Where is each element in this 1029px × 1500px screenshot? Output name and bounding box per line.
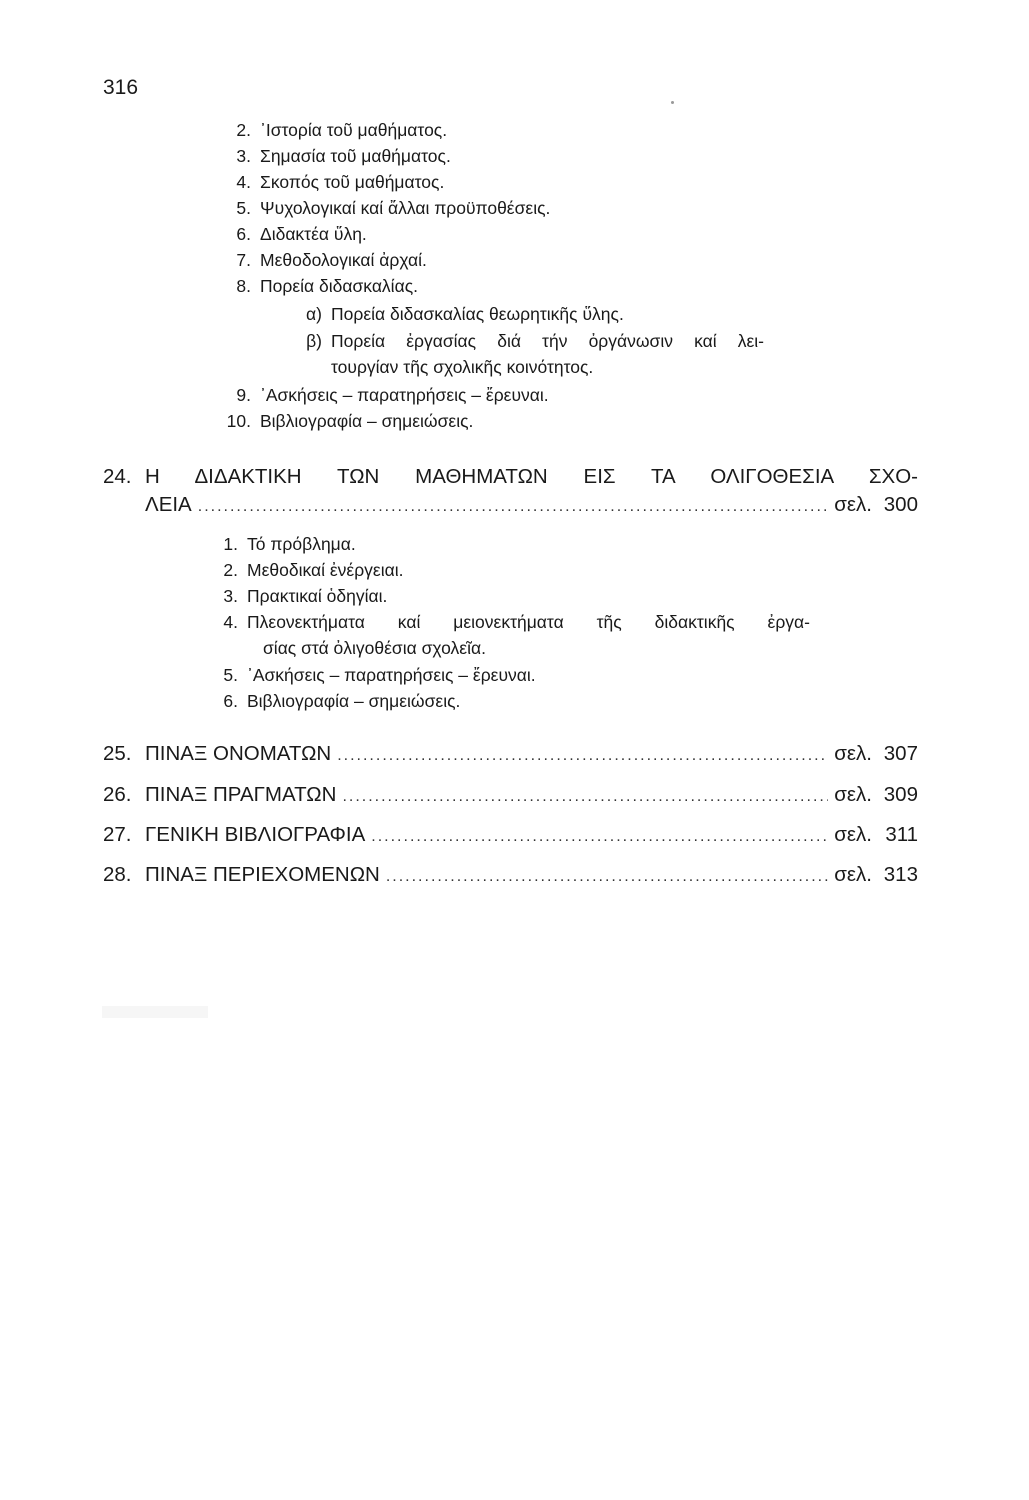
item-number: 9. — [236, 385, 251, 405]
item-number: 2. — [236, 120, 251, 140]
list-item — [236, 119, 448, 141]
toc-chapter-27 — [103, 822, 918, 850]
item-number: 5. — [236, 198, 251, 218]
toc-chapter-25 — [103, 741, 918, 769]
chapter-number: 25. — [103, 742, 132, 765]
toc-chapter-28 — [103, 862, 918, 890]
chapter-title: ΠΙΝΑΞ ΟΝΟΜΑΤΩΝ — [145, 742, 332, 765]
item-text: Βιβλιογραφία – σημειώσεις. — [247, 691, 461, 711]
list-item — [236, 384, 549, 406]
page-ref: 309 — [883, 783, 918, 806]
item-number: 8. — [236, 276, 251, 296]
chapter-number: 26. — [103, 783, 132, 806]
list-item — [223, 690, 461, 712]
list-item — [306, 328, 764, 380]
chapter-title-row — [145, 492, 918, 520]
list-item — [236, 249, 427, 271]
leader-dots — [371, 824, 828, 850]
leader-dots — [337, 743, 828, 769]
leader-dots — [386, 864, 828, 890]
list-item — [223, 559, 404, 581]
item-text-line-1: Πλεονεκτήματα καί μειονεκτήματα τῆς διδακτικῆς ἐργα- — [247, 612, 810, 632]
item-text: Σημασία τοῦ μαθήματος. — [260, 146, 451, 166]
item-text-line-2: τουργίαν τῆς σχολικῆς κοινότητος. — [331, 357, 594, 377]
page-ref: 311 — [885, 823, 918, 846]
item-text: ᾿Ασκήσεις – παρατηρήσεις – ἔρευναι. — [247, 665, 536, 685]
list-item — [236, 223, 367, 245]
page-abbrev: σελ. — [834, 783, 872, 806]
chapter-title-row — [145, 822, 918, 850]
leader-dots — [342, 784, 828, 810]
leader-dots — [198, 494, 829, 520]
chapter-title-line-2: ΛΕΙΑ — [145, 493, 192, 516]
item-text: ᾿Ιστορία τοῦ μαθήματος. — [260, 120, 448, 140]
list-item — [223, 609, 810, 661]
item-number: 3. — [223, 586, 238, 606]
list-item — [226, 410, 474, 432]
item-text: Μεθοδικαί ἐνέργειαι. — [247, 560, 404, 580]
list-item — [236, 171, 445, 193]
print-speck — [671, 101, 674, 104]
page-ref: 300 — [883, 493, 918, 516]
item-text: Πορεία διδασκαλίας. — [260, 276, 418, 296]
item-number: 5. — [223, 665, 238, 685]
item-text-line-1: Πορεία ἐργασίας διά τήν ὀργάνωσιν καί λει- — [331, 331, 764, 351]
page-abbrev: σελ. — [834, 493, 872, 516]
item-number: 6. — [236, 224, 251, 244]
chapter-title: ΓΕΝΙΚΗ ΒΙΒΛΙΟΓΡΑΦΙΑ — [145, 823, 366, 846]
chapter-title-line-1: Η ΔΙΔΑΚΤΙΚΗ ΤΩΝ ΜΑΘΗΜΑΤΩΝ ΕΙΣ ΤΑ ΟΛΙΓΟΘΕΣΙΑ ΣΧΟ- — [145, 465, 918, 488]
chapter-title-row — [145, 862, 918, 890]
item-text: Ψυχολογικαί καί ἄλλαι προϋποθέσεις. — [260, 198, 551, 218]
item-number: 3. — [236, 146, 251, 166]
item-number: 1. — [223, 534, 238, 554]
item-number: 10. — [226, 411, 251, 431]
item-number: 7. — [236, 250, 251, 270]
page-abbrev: σελ. — [834, 863, 872, 886]
chapter-title: ΠΙΝΑΞ ΠΕΡΙΕΧΟΜΕΝΩΝ — [145, 863, 380, 886]
item-number: α) — [306, 304, 322, 324]
item-text: Σκοπός τοῦ μαθήματος. — [260, 172, 445, 192]
item-text: Πορεία διδασκαλίας θεωρητικῆς ὕλης. — [331, 304, 624, 324]
item-text-line-2: σίας στά ὀλιγοθέσια σχολεῖα. — [263, 638, 486, 658]
item-text: Διδακτέα ὕλη. — [260, 224, 367, 244]
list-item — [236, 275, 418, 297]
list-item — [223, 533, 356, 555]
item-text: Βιβλιογραφία – σημειώσεις. — [260, 411, 474, 431]
show-through-mark — [100, 1000, 210, 1024]
chapter-number: 27. — [103, 823, 132, 846]
page-ref: 307 — [883, 742, 918, 765]
chapter-number: 28. — [103, 863, 132, 886]
chapter-title-row — [145, 741, 918, 769]
item-text: Μεθοδολογικαί ἀρχαί. — [260, 250, 427, 270]
list-item — [223, 585, 388, 607]
item-text: ᾿Ασκήσεις – παρατηρήσεις – ἔρευναι. — [260, 385, 549, 405]
page-number: 316 — [103, 76, 139, 99]
page-abbrev: σελ. — [834, 823, 872, 846]
chapter-title-row — [145, 782, 918, 810]
item-number: β) — [306, 331, 322, 351]
chapter-title: ΠΙΝΑΞ ΠΡΑΓΜΑΤΩΝ — [145, 783, 337, 806]
item-number: 4. — [236, 172, 251, 192]
item-text: Τό πρόβλημα. — [247, 534, 356, 554]
toc-chapter-26 — [103, 782, 918, 810]
item-number: 6. — [223, 691, 238, 711]
list-item — [236, 197, 551, 219]
item-text: Πρακτικαί ὁδηγίαι. — [247, 586, 388, 606]
page-abbrev: σελ. — [834, 742, 872, 765]
page-ref: 313 — [883, 863, 918, 886]
item-number: 4. — [223, 612, 238, 632]
chapter-number: 24. — [103, 465, 132, 488]
list-item — [306, 303, 624, 325]
list-item — [236, 145, 451, 167]
item-number: 2. — [223, 560, 238, 580]
list-item — [223, 664, 536, 686]
toc-chapter-24 — [103, 464, 918, 520]
